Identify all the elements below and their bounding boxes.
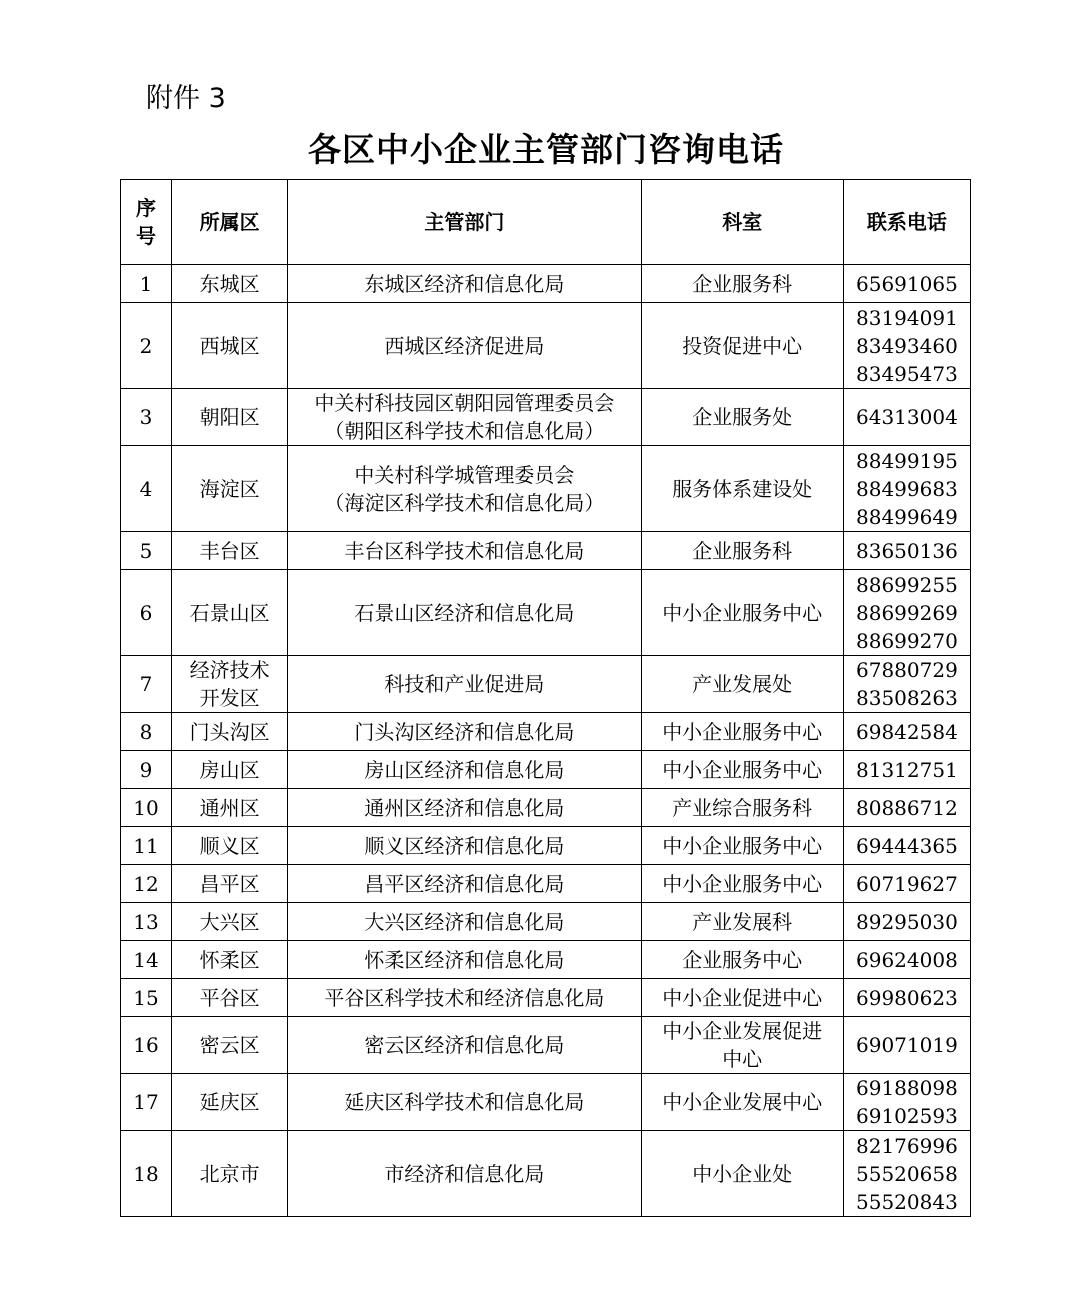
cell-office-line: 中小企业发展促进	[662, 1019, 823, 1043]
cell-department	[288, 979, 641, 1017]
cell-phone-line: 55520843	[856, 1189, 958, 1214]
table-row	[121, 941, 971, 979]
cell-office-line: 中心	[722, 1047, 763, 1071]
cell-phone	[843, 446, 970, 532]
cell-district-line: 大兴区	[199, 909, 260, 934]
cell-phone-line: 88499649	[856, 504, 958, 529]
cell-phone	[843, 532, 970, 570]
cell-phone-line: 83650136	[856, 538, 958, 563]
cell-office-line: 产业综合服务科	[672, 795, 813, 820]
cell-department-line: 房山区经济和信息化局	[364, 757, 565, 782]
cell-district	[172, 303, 288, 389]
table-row	[121, 570, 971, 656]
header-district: 所属区	[172, 180, 288, 265]
cell-seq: 8	[121, 713, 172, 751]
cell-seq: 11	[121, 827, 172, 865]
cell-district-line: 东城区	[199, 271, 260, 296]
cell-district-line: 北京市	[199, 1161, 260, 1186]
cell-office	[641, 303, 843, 389]
cell-phone-line: 60719627	[856, 871, 958, 896]
cell-office	[641, 656, 843, 713]
cell-phone	[843, 1131, 970, 1217]
cell-department-line: 市经济和信息化局	[384, 1161, 545, 1186]
cell-department	[288, 265, 641, 303]
cell-office-line: 中小企业服务中心	[662, 871, 823, 896]
header-department: 主管部门	[288, 180, 641, 265]
cell-seq: 2	[121, 303, 172, 389]
cell-office-line: 中小企业服务中心	[662, 833, 823, 858]
cell-district	[172, 389, 288, 446]
cell-phone	[843, 827, 970, 865]
cell-district-line: 门头沟区	[189, 719, 270, 744]
cell-phone-line: 81312751	[856, 757, 958, 782]
cell-phone	[843, 751, 970, 789]
cell-office	[641, 1131, 843, 1217]
cell-department	[288, 303, 641, 389]
cell-department-line: 中关村科学城管理委员会	[354, 462, 575, 487]
cell-department	[288, 941, 641, 979]
cell-department-line: 通州区经济和信息化局	[364, 795, 565, 820]
cell-phone	[843, 303, 970, 389]
cell-department-line: 昌平区经济和信息化局	[364, 871, 565, 896]
cell-district-line: 平谷区	[199, 985, 260, 1010]
cell-department-line: 门头沟区经济和信息化局	[354, 719, 575, 744]
cell-office	[641, 446, 843, 532]
cell-office-line: 投资促进中心	[682, 333, 803, 358]
cell-phone-line: 64313004	[856, 405, 958, 429]
cell-district	[172, 446, 288, 532]
cell-district-line: 密云区	[199, 1033, 260, 1057]
cell-phone	[843, 865, 970, 903]
cell-department	[288, 389, 641, 446]
header-phone: 联系电话	[843, 180, 970, 265]
cell-district-line: 房山区	[199, 757, 260, 782]
cell-office	[641, 789, 843, 827]
cell-office-line: 中小企业服务中心	[662, 600, 823, 625]
table-row	[121, 827, 971, 865]
cell-phone-line: 69188098	[856, 1076, 958, 1100]
table-row	[121, 1017, 971, 1074]
document-title: 各区中小企业主管部门咨询电话	[308, 130, 784, 169]
cell-phone	[843, 570, 970, 656]
cell-district	[172, 827, 288, 865]
table-row	[121, 265, 971, 303]
cell-department-line: 大兴区经济和信息化局	[364, 909, 565, 934]
cell-phone-line: 88699270	[856, 628, 958, 653]
header-office: 科室	[641, 180, 843, 265]
cell-department-line: 石景山区经济和信息化局	[354, 600, 575, 625]
cell-phone	[843, 1017, 970, 1074]
cell-seq: 4	[121, 446, 172, 532]
cell-office-line: 中小企业促进中心	[662, 985, 823, 1010]
cell-department	[288, 865, 641, 903]
cell-district-line: 昌平区	[199, 871, 260, 896]
cell-phone-line: 55520658	[856, 1161, 958, 1186]
cell-office-line: 中小企业服务中心	[662, 757, 823, 782]
cell-office	[641, 827, 843, 865]
cell-phone-line: 69842584	[856, 719, 958, 744]
cell-phone	[843, 389, 970, 446]
cell-district	[172, 941, 288, 979]
cell-district	[172, 713, 288, 751]
table-row	[121, 656, 971, 713]
cell-seq: 9	[121, 751, 172, 789]
cell-office	[641, 532, 843, 570]
cell-department	[288, 656, 641, 713]
cell-department	[288, 532, 641, 570]
cell-office	[641, 570, 843, 656]
header-seq-line: 序	[136, 196, 157, 220]
cell-district-line: 石景山区	[189, 600, 270, 625]
cell-department	[288, 903, 641, 941]
cell-phone-line: 83194091	[856, 305, 958, 330]
cell-district-line: 延庆区	[199, 1090, 260, 1114]
cell-department-line: 平谷区科学技术和经济信息化局	[324, 985, 605, 1010]
cell-district	[172, 903, 288, 941]
cell-department-line: 延庆区科学技术和信息化局	[344, 1090, 585, 1114]
cell-department-line: 丰台区科学技术和信息化局	[344, 538, 585, 563]
table-row	[121, 903, 971, 941]
cell-seq: 5	[121, 532, 172, 570]
table-row	[121, 389, 971, 446]
table-body	[121, 265, 971, 1217]
table-row	[121, 713, 971, 751]
cell-office-line: 企业服务科	[692, 271, 793, 296]
cell-phone-line: 69624008	[856, 947, 958, 972]
cell-district	[172, 532, 288, 570]
cell-seq: 10	[121, 789, 172, 827]
cell-department	[288, 446, 641, 532]
cell-seq: 17	[121, 1074, 172, 1131]
cell-office	[641, 979, 843, 1017]
cell-phone	[843, 265, 970, 303]
cell-department	[288, 751, 641, 789]
cell-phone	[843, 979, 970, 1017]
table-row	[121, 789, 971, 827]
table-row	[121, 532, 971, 570]
cell-district-line: 顺义区	[199, 833, 260, 858]
cell-phone	[843, 1074, 970, 1131]
table-row	[121, 446, 971, 532]
cell-district	[172, 865, 288, 903]
cell-department-line: 东城区经济和信息化局	[364, 271, 565, 296]
cell-seq: 15	[121, 979, 172, 1017]
cell-office-line: 企业服务中心	[682, 947, 803, 972]
cell-office-line: 企业服务科	[692, 538, 793, 563]
cell-office	[641, 941, 843, 979]
cell-phone-line: 83493460	[856, 333, 958, 358]
cell-district-line: 丰台区	[199, 538, 260, 563]
cell-seq: 14	[121, 941, 172, 979]
cell-office-line: 中小企业处	[692, 1161, 793, 1186]
header-seq-line: 号	[136, 224, 157, 248]
cell-phone-line: 67880729	[856, 658, 958, 682]
cell-office-line: 产业发展科	[692, 909, 793, 934]
contacts-table	[120, 179, 971, 1217]
cell-district	[172, 656, 288, 713]
cell-phone-line: 69071019	[856, 1033, 958, 1057]
cell-seq: 6	[121, 570, 172, 656]
attachment-label: 附件 3	[146, 83, 226, 114]
cell-phone	[843, 656, 970, 713]
cell-department	[288, 1074, 641, 1131]
cell-office-line: 中小企业服务中心	[662, 719, 823, 744]
cell-seq: 18	[121, 1131, 172, 1217]
table-header-row	[121, 180, 971, 265]
cell-office	[641, 389, 843, 446]
cell-department-line: 中关村科技园区朝阳园管理委员会	[314, 391, 615, 415]
cell-seq: 12	[121, 865, 172, 903]
cell-phone-line: 88499683	[856, 476, 958, 501]
cell-department	[288, 1017, 641, 1074]
cell-department	[288, 713, 641, 751]
cell-district-line: 西城区	[199, 333, 260, 358]
cell-office-line: 产业发展处	[692, 672, 793, 696]
cell-seq: 13	[121, 903, 172, 941]
cell-district	[172, 979, 288, 1017]
cell-phone-line: 89295030	[856, 909, 958, 934]
cell-district-line: 朝阳区	[199, 405, 260, 429]
cell-office	[641, 713, 843, 751]
cell-district-line: 经济技术	[189, 658, 270, 682]
cell-department-line: 怀柔区经济和信息化局	[364, 947, 565, 972]
cell-phone	[843, 713, 970, 751]
cell-seq: 16	[121, 1017, 172, 1074]
cell-department	[288, 789, 641, 827]
cell-phone-line: 69444365	[856, 833, 958, 858]
cell-department-line: 密云区经济和信息化局	[364, 1033, 565, 1057]
cell-office	[641, 865, 843, 903]
cell-district-line: 开发区	[199, 686, 260, 710]
cell-department	[288, 827, 641, 865]
table-row	[121, 1131, 971, 1217]
cell-district	[172, 1131, 288, 1217]
cell-district	[172, 1074, 288, 1131]
cell-phone-line: 88699255	[856, 572, 958, 597]
cell-phone	[843, 941, 970, 979]
cell-phone-line: 88699269	[856, 600, 958, 625]
cell-department-line: 科技和产业促进局	[384, 672, 545, 696]
cell-office	[641, 1074, 843, 1131]
cell-office-line: 服务体系建设处	[672, 476, 813, 501]
cell-office	[641, 903, 843, 941]
cell-department-line: （海淀区科学技术和信息化局）	[324, 490, 605, 515]
cell-district	[172, 265, 288, 303]
cell-district-line: 通州区	[199, 795, 260, 820]
cell-phone-line: 69980623	[856, 985, 958, 1010]
table-row	[121, 751, 971, 789]
cell-district	[172, 1017, 288, 1074]
cell-department-line: 顺义区经济和信息化局	[364, 833, 565, 858]
cell-seq: 7	[121, 656, 172, 713]
cell-department	[288, 1131, 641, 1217]
cell-department-line: （朝阳区科学技术和信息化局）	[324, 419, 605, 443]
cell-office	[641, 751, 843, 789]
table-row	[121, 303, 971, 389]
cell-phone-line: 65691065	[856, 271, 958, 296]
cell-office-line: 企业服务处	[692, 405, 793, 429]
cell-district	[172, 570, 288, 656]
cell-phone-line: 88499195	[856, 448, 958, 473]
cell-department-line: 西城区经济促进局	[384, 333, 545, 358]
cell-department	[288, 570, 641, 656]
cell-office-line: 中小企业发展中心	[662, 1090, 823, 1114]
cell-phone-line: 83508263	[856, 686, 958, 710]
cell-phone-line: 80886712	[856, 795, 958, 820]
cell-office	[641, 1017, 843, 1074]
cell-phone-line: 83495473	[856, 361, 958, 386]
cell-phone	[843, 903, 970, 941]
cell-office	[641, 265, 843, 303]
cell-district-line: 海淀区	[199, 476, 260, 501]
cell-phone-line: 69102593	[856, 1104, 958, 1128]
table-row	[121, 979, 971, 1017]
table-row	[121, 1074, 971, 1131]
cell-seq: 1	[121, 265, 172, 303]
cell-district-line: 怀柔区	[199, 947, 260, 972]
cell-phone	[843, 789, 970, 827]
table-row	[121, 865, 971, 903]
cell-district	[172, 789, 288, 827]
header-seq	[121, 180, 172, 265]
cell-district	[172, 751, 288, 789]
cell-seq: 3	[121, 389, 172, 446]
cell-phone-line: 82176996	[856, 1133, 958, 1158]
